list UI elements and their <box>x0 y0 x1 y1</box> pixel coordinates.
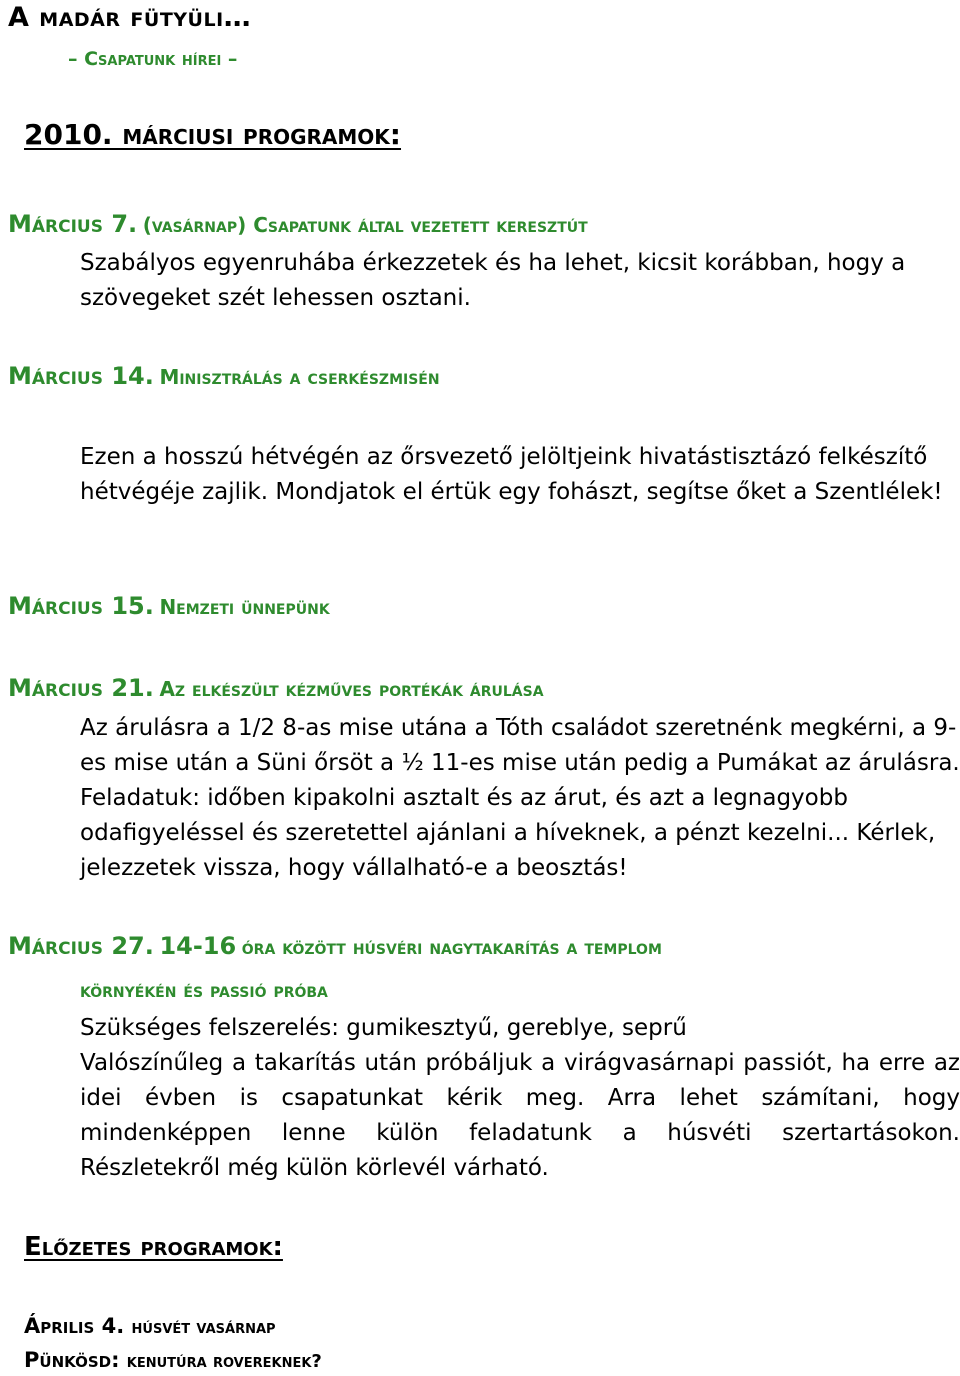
prelim-item <box>24 1314 276 1338</box>
event-heading <box>8 210 588 238</box>
event-heading <box>8 932 662 960</box>
event-time: 14-16 <box>159 932 237 960</box>
event-description: Szabályos egyenruhába érkezzetek és ha lehet, kicsit korábban, hogy a szövegeket szét lehessen osztani. <box>80 250 906 311</box>
prelim-date: Pünkösd: <box>24 1348 120 1372</box>
newsletter-title: A madár fütyüli… <box>8 2 252 33</box>
prelim-item <box>24 1348 322 1372</box>
event-description: Az árulásra a 1/2 8-as mise utána a Tóth családot szeretnénk megkérni, a 9-es mise után a Süni őrsöt a ½ 11-es mise után pedig a Pumákat az árulásra. Feladatuk: időben kipakolni asztalt és az árut, és azt a legnagyobb odafigyeléssel és szeretettel ajánlani a híveknek, a pénzt kezelni... Kérlek, jelezzetek vissza, hogy vállalható-e a beosztás! <box>80 715 960 881</box>
event-heading <box>8 592 330 620</box>
event-date: Március 15. <box>8 592 154 620</box>
prelim-text: húsvét vasárnap <box>131 1317 276 1338</box>
event-heading <box>8 362 440 390</box>
event-title-continued: környékén és passió próba <box>80 978 328 1002</box>
event-title: óra között húsvéri nagytakarítás a templom <box>241 935 662 959</box>
prelim-text: kenutúra rovereknek? <box>126 1351 322 1372</box>
event-title: Az elkészült kézműves portékák árulása <box>159 677 544 701</box>
event-title: Nemzeti ünnepünk <box>159 595 330 619</box>
event-description: Valószínűleg a takarítás után próbáljuk a virágvasárnapi passiót, ha erre az idei évben is csapatunkat kérik meg. Arra lehet számítani, hogy mindenképpen lenne külön feladatunk a húsvéti szertartásokon. Részletekről még külön körlevél várható. <box>80 1050 960 1181</box>
event-date: Március 14. <box>8 362 154 390</box>
event-heading <box>8 674 544 702</box>
event-date: Március 21. <box>8 674 154 702</box>
event-date: Március 7. <box>8 210 138 238</box>
prelim-date: Április 4. <box>24 1314 125 1338</box>
event-equipment: Szükséges felszerelés: gumikesztyű, gereblye, seprű <box>80 1015 687 1041</box>
event-description: Ezen a hosszú hétvégén az őrsvezető jelöltjeink hivatástisztázó felkészítő hétvégéje zajlik. Mondjatok el értük egy fohászt, segítse őket a Szentlélek! <box>80 444 943 505</box>
event-title: Minisztrálás a cserkészmisén <box>159 365 440 389</box>
march-programs-heading: 2010. márciusi programok: <box>24 118 402 151</box>
event-date: Március 27. <box>8 932 154 960</box>
newsletter-subtitle: – Csapatunk hírei – <box>68 48 238 70</box>
preliminary-programs-heading: Előzetes programok: <box>24 1232 283 1262</box>
event-title: (vasárnap) Csapatunk által vezetett keresztút <box>142 213 588 237</box>
